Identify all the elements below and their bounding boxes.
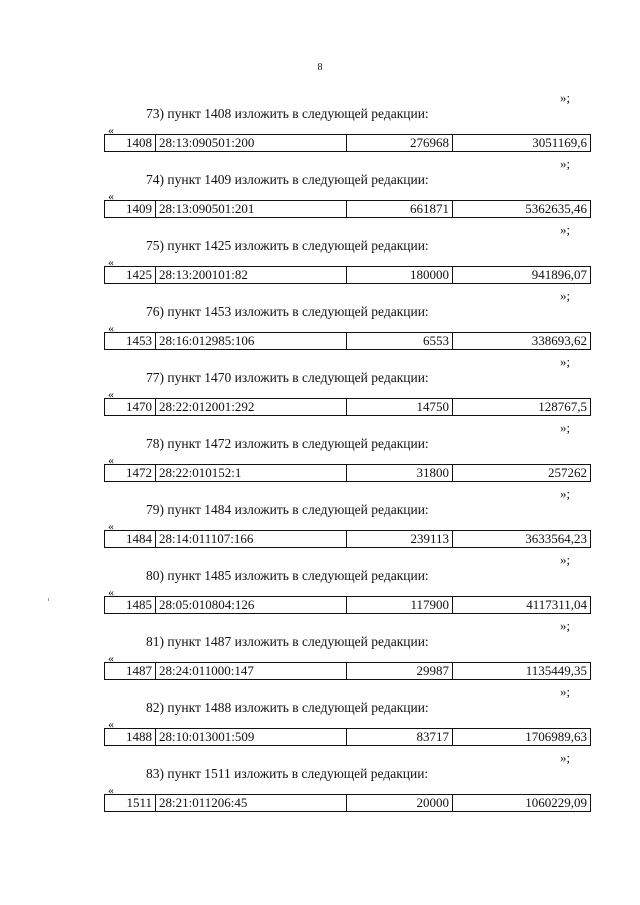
amendment-title: 82) пункт 1488 изложить в следующей редакции: <box>146 700 429 715</box>
amendment-title: 73) пункт 1408 изложить в следующей редакции: <box>146 106 429 121</box>
area-cell: 20000 <box>347 795 453 811</box>
value-cell: 941896,07 <box>531 267 587 282</box>
value-cell: 1135449,35 <box>525 663 587 678</box>
closing-quote: »; <box>560 288 571 303</box>
opening-quote: « <box>108 255 114 269</box>
opening-quote: « <box>108 783 114 797</box>
amendment-title: 78) пункт 1472 изложить в следующей редакции: <box>146 436 429 451</box>
amendment-title: 79) пункт 1484 изложить в следующей редакции: <box>146 502 429 517</box>
area-cell: 117900 <box>347 597 453 613</box>
cadastral-number-cell: 28:13:090501:200 <box>156 135 347 151</box>
row-number-cell: 1453 <box>105 333 156 349</box>
area-cell: 661871 <box>347 201 453 217</box>
table-row <box>104 464 591 482</box>
amendment-title: 77) пункт 1470 изложить в следующей редакции: <box>146 370 429 385</box>
value-cell: 128767,5 <box>538 399 587 414</box>
value-cell: 1706989,63 <box>525 729 587 744</box>
area-cell: 239113 <box>347 531 453 547</box>
row-number-cell: 1408 <box>105 135 156 151</box>
amendment-item <box>0 157 640 223</box>
value-cell: 338693,62 <box>531 333 587 348</box>
closing-quote: »; <box>560 618 571 633</box>
row-number-cell: 1470 <box>105 399 156 415</box>
closing-quote: »; <box>560 420 571 435</box>
row-number-cell: 1409 <box>105 201 156 217</box>
opening-quote: « <box>108 387 114 401</box>
closing-quote: »; <box>560 156 571 171</box>
cadastral-number-cell: 28:16:012985:106 <box>156 333 347 349</box>
table-row <box>104 596 591 614</box>
cadastral-number-cell: 28:22:010152:1 <box>156 465 347 481</box>
cadastral-number-cell: 28:24:011000:147 <box>156 663 347 679</box>
cadastral-number-cell: 28:14:011107:166 <box>156 531 347 547</box>
opening-quote: « <box>108 717 114 731</box>
amendment-item <box>0 91 640 157</box>
area-cell: 31800 <box>347 465 453 481</box>
table-row <box>104 398 591 416</box>
page-number: 8 <box>317 62 323 73</box>
amendment-item <box>0 751 640 817</box>
closing-quote: »; <box>560 222 571 237</box>
amendment-title: 76) пункт 1453 изложить в следующей редакции: <box>146 304 429 319</box>
value-cell: 257262 <box>548 465 587 480</box>
amendment-item <box>0 553 640 619</box>
amendment-item <box>0 487 640 553</box>
row-number-cell: 1487 <box>105 663 156 679</box>
opening-quote: « <box>108 189 114 203</box>
table-row <box>104 134 591 152</box>
value-cell: 3051169,6 <box>532 135 587 150</box>
area-cell: 180000 <box>347 267 453 283</box>
table-row <box>104 728 591 746</box>
amendment-title: 81) пункт 1487 изложить в следующей редакции: <box>146 634 429 649</box>
opening-quote: « <box>108 321 114 335</box>
table-row <box>104 794 591 812</box>
value-cell: 5362635,46 <box>525 201 587 216</box>
cadastral-number-cell: 28:22:012001:292 <box>156 399 347 415</box>
table-row <box>104 266 591 284</box>
row-number-cell: 1485 <box>105 597 156 613</box>
row-number-cell: 1425 <box>105 267 156 283</box>
area-cell: 14750 <box>347 399 453 415</box>
amendment-title: 74) пункт 1409 изложить в следующей редакции: <box>146 172 429 187</box>
opening-quote: « <box>108 585 114 599</box>
cadastral-number-cell: 28:10:013001:509 <box>156 729 347 745</box>
closing-quote: »; <box>560 750 571 765</box>
closing-quote: »; <box>560 90 571 105</box>
amendment-title: 83) пункт 1511 изложить в следующей редакции: <box>146 766 429 781</box>
table-row <box>104 200 591 218</box>
opening-quote: « <box>108 651 114 665</box>
cadastral-number-cell: 28:21:011206:45 <box>156 795 347 811</box>
value-cell: 4117311,04 <box>526 597 587 612</box>
amendment-item <box>0 421 640 487</box>
area-cell: 83717 <box>347 729 453 745</box>
area-cell: 6553 <box>347 333 453 349</box>
amendment-title: 80) пункт 1485 изложить в следующей редакции: <box>146 568 429 583</box>
closing-quote: »; <box>560 354 571 369</box>
table-row <box>104 332 591 350</box>
area-cell: 29987 <box>347 663 453 679</box>
amendment-item <box>0 289 640 355</box>
cadastral-number-cell: 28:13:200101:82 <box>156 267 347 283</box>
opening-quote: « <box>108 453 114 467</box>
cadastral-number-cell: 28:05:010804:126 <box>156 597 347 613</box>
cadastral-number-cell: 28:13:090501:201 <box>156 201 347 217</box>
value-cell: 1060229,09 <box>525 795 587 810</box>
amendment-item <box>0 685 640 751</box>
row-number-cell: 1511 <box>105 795 156 811</box>
closing-quote: »; <box>560 486 571 501</box>
amendment-item <box>0 619 640 685</box>
opening-quote: « <box>108 123 114 137</box>
table-row <box>104 662 591 680</box>
row-number-cell: 1472 <box>105 465 156 481</box>
amendment-item <box>0 355 640 421</box>
opening-quote: « <box>108 519 114 533</box>
area-cell: 276968 <box>347 135 453 151</box>
amendment-title: 75) пункт 1425 изложить в следующей редакции: <box>146 238 429 253</box>
table-row <box>104 530 591 548</box>
value-cell: 3633564,23 <box>525 531 587 546</box>
row-number-cell: 1488 <box>105 729 156 745</box>
row-number-cell: 1484 <box>105 531 156 547</box>
amendment-item <box>0 223 640 289</box>
closing-quote: »; <box>560 684 571 699</box>
closing-quote: »; <box>560 552 571 567</box>
